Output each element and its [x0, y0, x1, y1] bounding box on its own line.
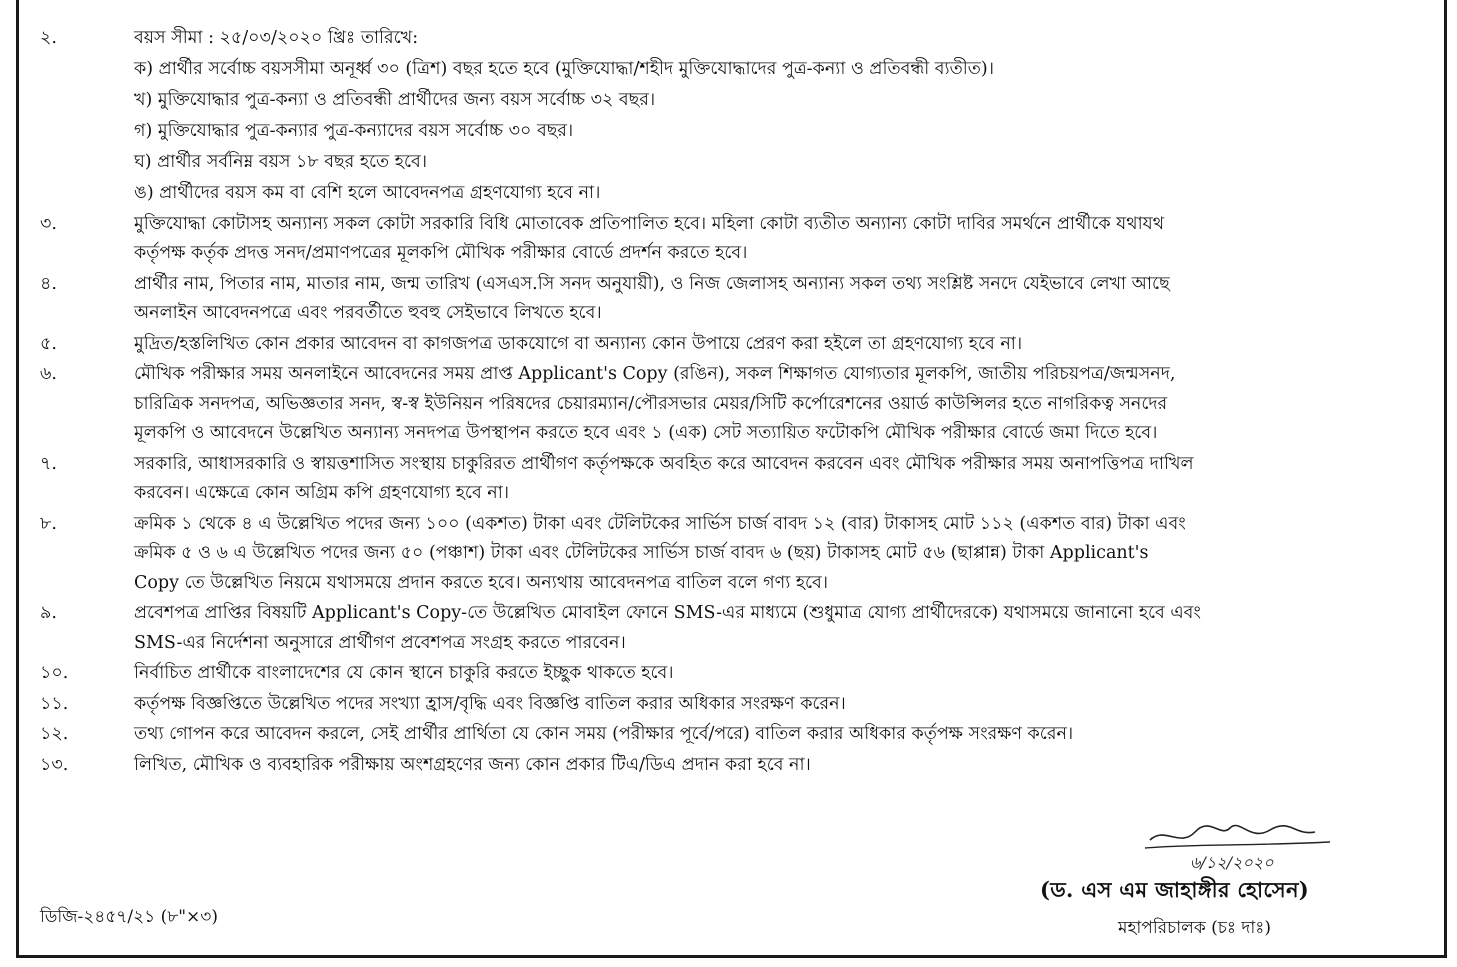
clause-item [40, 720, 1435, 750]
clause-item [40, 510, 1435, 599]
clause-text-line: তথ্য গোপন করে আবেদন করলে, সেই প্রার্থীর প্রার্থিতা যে কোন সময় (পরীক্ষার পূর্বে/পরে) বাতিল করার অধিকার কর্তৃপক্ষ সংরক্ষণ করেন। [134, 724, 1074, 744]
clause-item [40, 360, 1435, 449]
sub-clause: ক) প্রার্থীর সর্বোচ্চ বয়সসীমা অনূর্ধ্ব ৩০ (ত্রিশ) বছর হতে হবে (মুক্তিযোদ্ধা/শহীদ মুক্তিযোদ্ধাদের পুত্র-কন্যা ও প্রতিবন্ধী ব্যতীত)। [134, 58, 994, 79]
clause-item [40, 450, 1435, 509]
clause-text-line: মৌখিক পরীক্ষার সময় অনলাইনে আবেদনের সময় প্রাপ্ত Applicant's Copy (রঙিন), সকল শিক্ষাগত যোগ্যতার মূলকপি, জাতীয় পরিচয়পত্র/জন্মসনদ, [134, 364, 1176, 384]
clause-number: ৬. [40, 364, 57, 384]
clause-number: ৭. [40, 453, 57, 474]
clause-text-line: সরকারি, আধাসরকারি ও স্বায়ত্তশাসিত সংস্থায় চাকুরিরত প্রার্থীগণ কর্তৃপক্ষকে অবহিত করে আবেদন করবেন এবং মৌখিক পরীক্ষার সময় অনাপত্তিপত্র দাখিল [134, 453, 1194, 474]
clause-number: ১১. [40, 693, 69, 714]
clause-text-line: প্রার্থীর নাম, পিতার নাম, মাতার নাম, জন্ম তারিখ (এসএস.সি সনদ অনুযায়ী), ও নিজ জেলাসহ অন্যান্য সকল তথ্য সংশ্লিষ্ট সনদে যেইভাবে লেখা আছে [134, 273, 1170, 294]
clause-number: ৯. [40, 603, 57, 623]
clause-item [40, 659, 1435, 689]
clause-item [40, 751, 1435, 781]
clause-item [40, 270, 1435, 329]
clause-item [40, 210, 1435, 269]
clause-text-line: SMS-এর নির্দেশনা অনুসারে প্রার্থীগণ প্রবেশপত্র সংগ্রহ করতে পারবেন। [134, 632, 626, 653]
signer-title: মহাপরিচালক (চঃ দাঃ) [1118, 918, 1271, 938]
clause-text-line: প্রবেশপত্র প্রাপ্তির বিষয়টি Applicant's Copy-তে উল্লেখিত মোবাইল ফোনে SMS-এর মাধ্যমে (শুধুমাত্র যোগ্য প্রার্থীদেরকে) যথাসময়ে জানানো হবে এবং [134, 603, 1201, 623]
clause-text-line: মূলকপি ও আবেদনে উল্লেখিত অন্যান্য সনদপত্র উপস্থাপন করতে হবে এবং ১ (এক) সেট সত্যায়িত ফটোকপি মৌখিক পরীক্ষার বোর্ডে জমা দিতে হবে। [134, 423, 1158, 443]
clause-text-line: অনলাইন আবেদনপত্রে এবং পরবর্তীতে হুবহু সেইভাবে লিখতে হবে। [134, 303, 602, 323]
clause-item [40, 330, 1435, 360]
svg-text:৬/১২/২০২০: ৬/১২/২০২০ [1190, 853, 1274, 872]
clause-number: ১০. [40, 663, 69, 683]
sub-clause: গ) মুক্তিযোদ্ধার পুত্র-কন্যার পুত্র-কন্যাদের বয়স সর্বোচ্চ ৩০ বছর। [134, 120, 574, 141]
clause-text-line: কর্তৃপক্ষ কর্তৃক প্রদত্ত সনদ/প্রমাণপত্রের মূলকপি মৌখিক পরীক্ষার বোর্ডে প্রদর্শন করতে হবে। [134, 243, 748, 263]
clause-text-line: বয়স সীমা : ২৫/০৩/২০২০ খ্রিঃ তারিখে: [134, 28, 419, 48]
clause-text-line: ক্রমিক ৫ ও ৬ এ উল্লেখিত পদের জন্য ৫০ (পঞ্চাশ) টাকা এবং টেলিটকের সার্ভিস চার্জ বাবদ ৬ (ছয়) টাকাসহ মোট ৫৬ (ছাপ্পান্ন) টাকা Applicant's [134, 543, 1149, 563]
clause-text-line: Copy তে উল্লেখিত নিয়মে যথাসময়ে প্রদান করতে হবে। অন্যথায় আবেদনপত্র বাতিল বলে গণ্য হবে। [134, 572, 829, 593]
clause-number: ৩. [40, 213, 57, 234]
clause-text-line: ক্রমিক ১ থেকে ৪ এ উল্লেখিত পদের জন্য ১০০ (একশত) টাকা এবং টেলিটকের সার্ভিস চার্জ বাবদ ১২ (বার) টাকাসহ মোট ১১২ (একশত বার) টাকা এবং [134, 513, 1186, 534]
clause-text-line: লিখিত, মৌখিক ও ব্যবহারিক পরীক্ষায় অংশগ্রহণের জন্য কোন প্রকার টিএ/ডিএ প্রদান করা হবে না। [134, 754, 811, 775]
clause-text-line: কর্তৃপক্ষ বিজ্ঞপ্তিতে উল্লেখিত পদের সংখ্যা হ্রাস/বৃদ্ধি এবং বিজ্ঞপ্তি বাতিল করার অধিকার সংরক্ষণ করেন। [134, 693, 846, 714]
sub-clause: খ) মুক্তিযোদ্ধার পুত্র-কন্যা ও প্রতিবন্ধী প্রার্থীদের জন্য বয়স সর্বোচ্চ ৩২ বছর। [134, 89, 656, 110]
clause-text-line: মুদ্রিত/হস্তলিখিত কোন প্রকার আবেদন বা কাগজপত্র ডাকযোগে বা অন্যান্য কোন উপায়ে প্রেরণ করা হইলে তা গ্রহণযোগ্য হবে না। [134, 333, 1023, 354]
clause-number: ৮. [40, 513, 57, 534]
clause-number: ৪. [40, 273, 57, 294]
reference-number: ডিজি-২৪৫৭/২১ (৮"×৩) [40, 907, 218, 927]
clause-number: ১৩. [40, 754, 69, 775]
signer-name: (ড. এস এম জাহাঙ্গীর হোসেন) [1040, 877, 1310, 902]
clause-number: ২. [40, 28, 57, 48]
clause-text-line: করবেন। এক্ষেত্রে কোন অগ্রিম কপি গ্রহণযোগ্য হবে না। [134, 483, 510, 503]
clause-item [40, 24, 1435, 54]
clause-number: ১২. [40, 724, 69, 744]
clause-item [40, 599, 1435, 658]
clause-text-line: চারিত্রিক সনদপত্র, অভিজ্ঞতার সনদ, স্ব-স্ব ইউনিয়ন পরিষদের চেয়ারম্যান/পৌরসভার মেয়র/সিটি কর্পোরেশনের ওয়ার্ড কাউন্সিলর হতে নাগরিকত্ব সনদের [134, 393, 1168, 414]
notice-body [40, 24, 1435, 781]
clause-text-line: নির্বাচিত প্রার্থীকে বাংলাদেশের যে কোন স্থানে চাকুরি করতে ইচ্ছুক থাকতে হবে। [134, 663, 674, 683]
clause-number: ৫. [40, 333, 57, 354]
handwritten-signature [1120, 818, 1340, 876]
sub-clause: ঙ) প্রার্থীদের বয়স কম বা বেশি হলে আবেদনপত্র গ্রহণযোগ্য হবে না। [134, 182, 601, 203]
sub-clause: ঘ) প্রার্থীর সর্বনিম্ন বয়স ১৮ বছর হতে হবে। [134, 151, 427, 172]
clause-item [40, 690, 1435, 720]
clause-text-line: মুক্তিযোদ্ধা কোটাসহ অন্যান্য সকল কোটা সরকারি বিধি মোতাবেক প্রতিপালিত হবে। মহিলা কোটা ব্যতীত অন্যান্য কোটা দাবির সমর্থনে প্রার্থীকে যথাযথ [134, 213, 1165, 234]
